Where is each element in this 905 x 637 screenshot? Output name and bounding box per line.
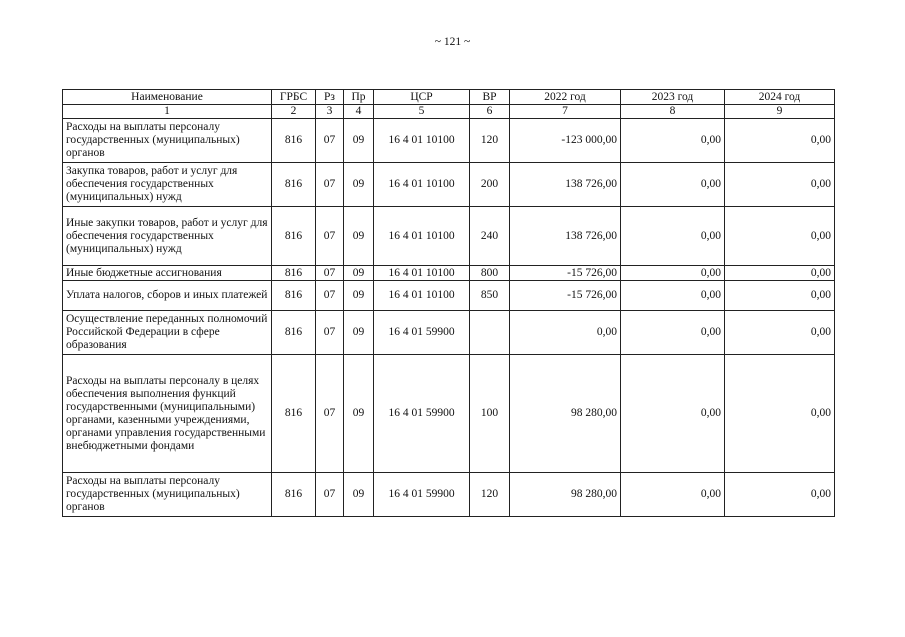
row-csr: 16 4 01 10100 [374, 119, 470, 163]
table-row [63, 266, 835, 281]
row-rz: 07 [316, 473, 344, 517]
row-csr: 16 4 01 10100 [374, 266, 470, 281]
column-number: 6 [470, 105, 510, 119]
row-rz: 07 [316, 311, 344, 355]
row-2024: 0,00 [725, 266, 835, 281]
table-row [63, 281, 835, 311]
column-number: 8 [621, 105, 725, 119]
row-2023: 0,00 [621, 163, 725, 207]
row-grbs: 816 [272, 266, 316, 281]
page-number: ~ 121 ~ [434, 36, 471, 48]
row-name: Расходы на выплаты персоналу государственных (муниципальных) органов [63, 473, 272, 517]
row-pr: 09 [344, 163, 374, 207]
row-name: Закупка товаров, работ и услуг для обеспечения государственных (муниципальных) нужд [63, 163, 272, 207]
row-csr: 16 4 01 59900 [374, 311, 470, 355]
row-rz: 07 [316, 163, 344, 207]
row-rz: 07 [316, 266, 344, 281]
row-name: Осуществление переданных полномочий Российской Федерации в сфере образования [63, 311, 272, 355]
header-2024: 2024 год [725, 90, 835, 105]
header-pr: Пр [344, 90, 374, 105]
column-number: 2 [272, 105, 316, 119]
row-pr: 09 [344, 266, 374, 281]
row-grbs: 816 [272, 311, 316, 355]
row-2023: 0,00 [621, 119, 725, 163]
header-csr: ЦСР [374, 90, 470, 105]
row-2023: 0,00 [621, 266, 725, 281]
row-grbs: 816 [272, 473, 316, 517]
row-grbs: 816 [272, 119, 316, 163]
row-pr: 09 [344, 311, 374, 355]
row-vr: 800 [470, 266, 510, 281]
column-number: 5 [374, 105, 470, 119]
row-pr: 09 [344, 355, 374, 473]
row-csr: 16 4 01 59900 [374, 473, 470, 517]
row-vr: 200 [470, 163, 510, 207]
row-2023: 0,00 [621, 281, 725, 311]
row-pr: 09 [344, 119, 374, 163]
row-vr: 850 [470, 281, 510, 311]
row-grbs: 816 [272, 207, 316, 266]
row-2023: 0,00 [621, 473, 725, 517]
row-2024: 0,00 [725, 207, 835, 266]
row-2022: -15 726,00 [510, 266, 621, 281]
row-2022: -15 726,00 [510, 281, 621, 311]
row-name: Иные закупки товаров, работ и услуг для обеспечения государственных (муниципальных) нужд [63, 207, 272, 266]
table-row [63, 163, 835, 207]
row-2024: 0,00 [725, 281, 835, 311]
column-number: 4 [344, 105, 374, 119]
row-name: Уплата налогов, сборов и иных платежей [63, 281, 272, 311]
header-row [63, 90, 835, 105]
row-csr: 16 4 01 10100 [374, 207, 470, 266]
row-name: Расходы на выплаты персоналу государственных (муниципальных) органов [63, 119, 272, 163]
row-vr: 240 [470, 207, 510, 266]
header-grbs: ГРБС [272, 90, 316, 105]
row-rz: 07 [316, 355, 344, 473]
column-number: 9 [725, 105, 835, 119]
row-2022: 138 726,00 [510, 163, 621, 207]
header-2023: 2023 год [621, 90, 725, 105]
row-vr: 120 [470, 119, 510, 163]
table-row [63, 207, 835, 266]
row-pr: 09 [344, 207, 374, 266]
header-name: Наименование [63, 90, 272, 105]
row-2023: 0,00 [621, 207, 725, 266]
row-2022: -123 000,00 [510, 119, 621, 163]
row-2024: 0,00 [725, 473, 835, 517]
row-vr: 120 [470, 473, 510, 517]
header-2022: 2022 год [510, 90, 621, 105]
row-2022: 98 280,00 [510, 473, 621, 517]
row-2022: 138 726,00 [510, 207, 621, 266]
row-2022: 98 280,00 [510, 355, 621, 473]
row-2024: 0,00 [725, 311, 835, 355]
row-pr: 09 [344, 473, 374, 517]
row-vr: 100 [470, 355, 510, 473]
row-2022: 0,00 [510, 311, 621, 355]
row-csr: 16 4 01 10100 [374, 163, 470, 207]
row-rz: 07 [316, 119, 344, 163]
column-number: 7 [510, 105, 621, 119]
row-rz: 07 [316, 281, 344, 311]
row-2023: 0,00 [621, 311, 725, 355]
row-2024: 0,00 [725, 355, 835, 473]
row-2024: 0,00 [725, 163, 835, 207]
column-number-row [63, 105, 835, 119]
row-pr: 09 [344, 281, 374, 311]
column-number: 3 [316, 105, 344, 119]
row-csr: 16 4 01 10100 [374, 281, 470, 311]
table-row [63, 355, 835, 473]
header-vr: ВР [470, 90, 510, 105]
table-row [63, 311, 835, 355]
row-rz: 07 [316, 207, 344, 266]
row-name: Иные бюджетные ассигнования [63, 266, 272, 281]
header-rz: Рз [316, 90, 344, 105]
row-name: Расходы на выплаты персоналу в целях обеспечения выполнения функций государственными (муниципальными) органами, казенными учреждениями, органами управления государственными внебюджетными фондами [63, 355, 272, 473]
row-grbs: 816 [272, 163, 316, 207]
table-row [63, 119, 835, 163]
row-2023: 0,00 [621, 355, 725, 473]
row-grbs: 816 [272, 281, 316, 311]
column-number: 1 [63, 105, 272, 119]
budget-table [62, 89, 835, 517]
row-csr: 16 4 01 59900 [374, 355, 470, 473]
row-grbs: 816 [272, 355, 316, 473]
row-2024: 0,00 [725, 119, 835, 163]
table-row [63, 473, 835, 517]
row-vr [470, 311, 510, 355]
